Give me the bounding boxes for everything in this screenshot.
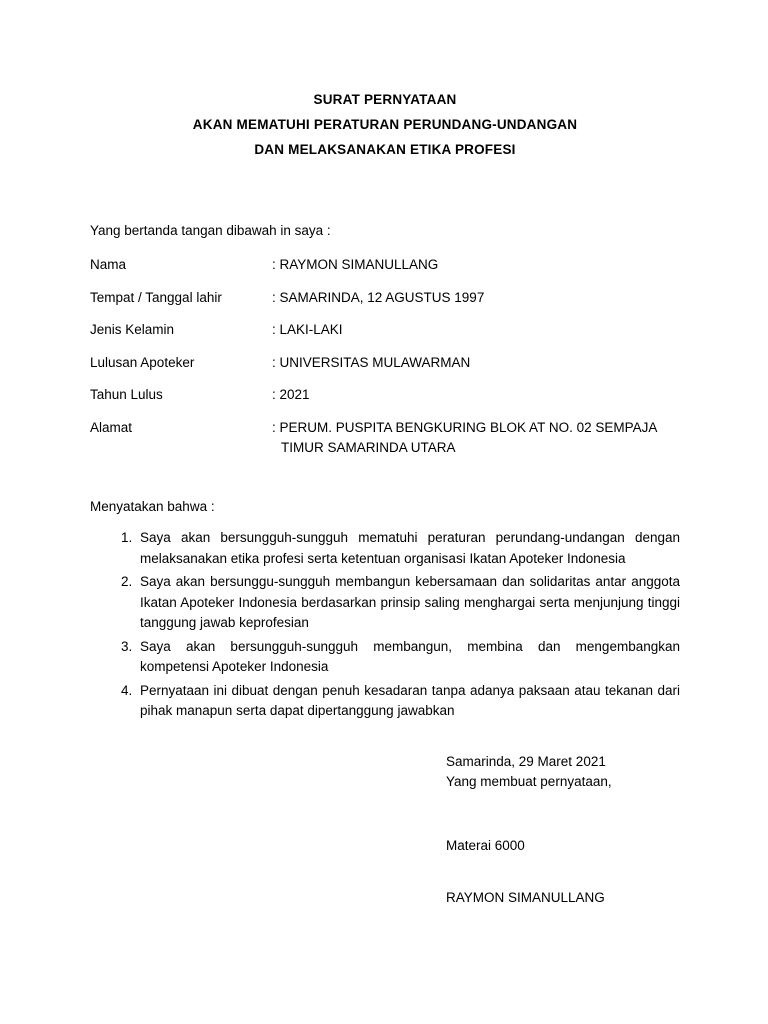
- field-value-jenis-kelamin: [272, 320, 680, 340]
- field-label-tempat-tanggal-lahir: Tempat / Tanggal lahir: [90, 289, 222, 305]
- field-row: [90, 288, 680, 308]
- title-line-3: DAN MELAKSANAKAN ETIKA PROFESI: [254, 141, 516, 157]
- field-value-text: : UNIVERSITAS MULAWARMAN: [272, 354, 471, 370]
- field-row: [90, 418, 680, 457]
- field-value-text: : PERUM. PUSPITA BENGKURING BLOK AT NO. 02 SEMPAJA: [272, 419, 658, 435]
- title-line-1: SURAT PERNYATAAN: [313, 92, 457, 107]
- list-item: 3. Saya akan bersungguh-sungguh membangun, membina dan mengembangkan kompetensi Apoteker Indonesia: [136, 637, 680, 678]
- field-label-jenis-kelamin: Jenis Kelamin: [90, 322, 175, 338]
- field-value-text: : LAKI-LAKI: [272, 322, 343, 338]
- field-label-alamat: Alamat: [90, 419, 133, 435]
- field-value-text: : RAYMON SIMANULLANG: [272, 257, 439, 273]
- field-value-tempat-tanggal-lahir: [272, 288, 680, 308]
- list-item: 4. Pernyataan ini dibuat dengan penuh kesadaran tanpa adanya paksaan atau tekanan dari pihak manapun serta dapat dipertanggung jawabkan: [136, 681, 680, 722]
- field-value-text-continued: TIMUR SAMARINDA UTARA: [281, 439, 456, 455]
- title-line-2: AKAN MEMATUHI PERATURAN PERUNDANG-UNDANGAN: [192, 116, 578, 132]
- field-value-nama: [272, 255, 680, 275]
- list-item: 2. Saya akan bersunggu-sungguh membangun kebersamaan dan solidaritas antar anggota Ikatan Apoteker Indonesia berdasarkan prinsip saling menghargai serta menjunjung tinggi tanggung jawab keprofesian: [136, 572, 680, 634]
- field-value-text: : SAMARINDA, 12 AGUSTUS 1997: [272, 289, 485, 305]
- field-label-tahun-lulus: Tahun Lulus: [90, 387, 163, 403]
- field-row: [90, 385, 680, 405]
- field-value-alamat: [272, 418, 680, 457]
- signer-name: RAYMON SIMANULLANG: [446, 890, 605, 906]
- field-value-tahun-lulus: [272, 385, 680, 405]
- field-row: [90, 353, 680, 373]
- field-value-text: : 2021: [272, 387, 310, 403]
- statement-heading: Menyatakan bahwa :: [90, 499, 215, 515]
- field-value-lulusan-apoteker: [272, 353, 680, 373]
- declarant-line: Yang membuat pernyataan,: [446, 773, 612, 789]
- signature-space: [446, 792, 680, 836]
- stamp-note: Materai 6000: [446, 838, 525, 854]
- clause-list: [90, 528, 680, 722]
- field-label-nama: Nama: [90, 257, 127, 273]
- closing-block: [90, 752, 680, 909]
- field-row: [90, 320, 680, 340]
- page-title: [90, 88, 680, 163]
- list-item: 1. Saya akan bersungguh-sungguh mematuhi peraturan perundang-undangan dengan melaksanakan etika profesi serta ketentuan organisasi Ikatan Apoteker Indonesia: [136, 528, 680, 569]
- field-row: [90, 255, 680, 275]
- place-date: Samarinda, 29 Maret 2021: [446, 753, 606, 769]
- identity-fields: [90, 255, 680, 457]
- field-label-lulusan-apoteker: Lulusan Apoteker: [90, 354, 195, 370]
- intro-text: Yang bertanda tangan dibawah in saya :: [90, 222, 331, 238]
